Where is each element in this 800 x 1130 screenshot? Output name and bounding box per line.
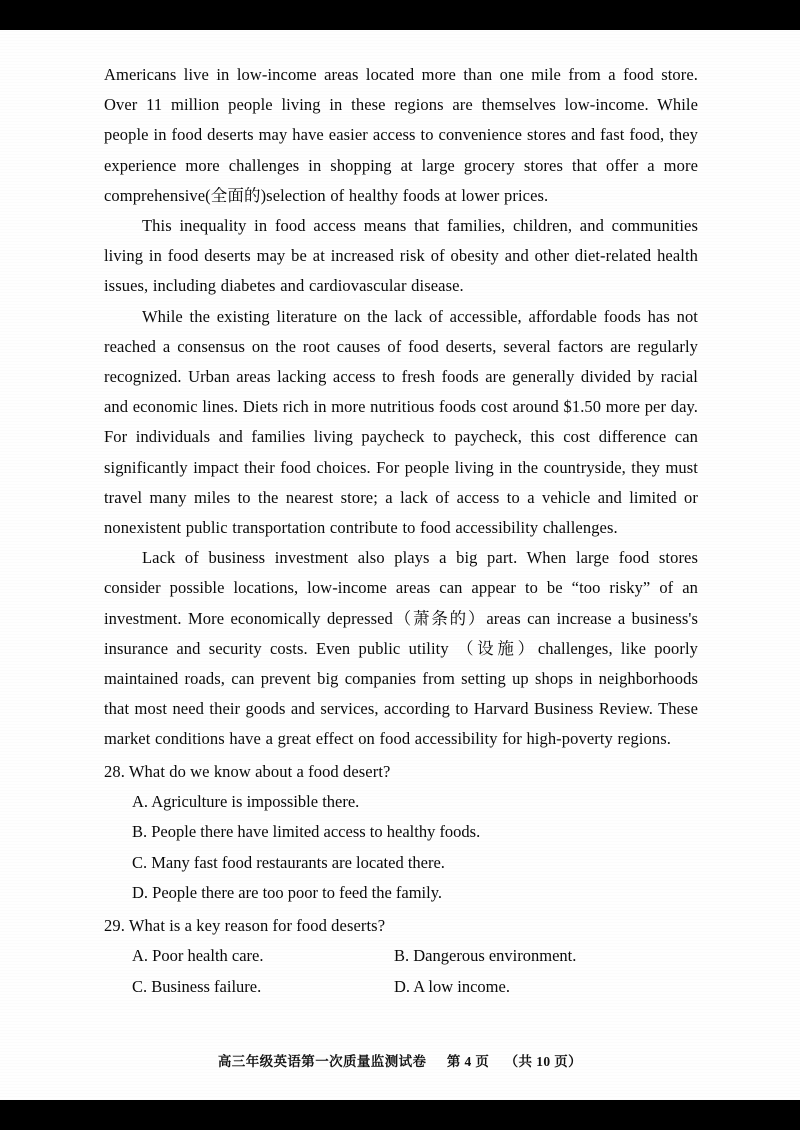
passage-paragraph: While the existing literature on the lack of accessible, affordable foods has not reached a consensus on the root causes of food deserts, several factors are regularly recognized. Urban areas lacking access to fresh foods are generally divided by racial and economic lines. Diets rich in more nutritious foods cost around $1.50 more per day. For individuals and families living paycheck to paycheck, this cost difference can significantly impact their food choices. For people living in the countryside, they must travel many miles to the nearest store; a lack of access to a vehicle and limited or nonexistent public transportation contribute to food accessibility challenges. <box>104 306 698 538</box>
option-29-d[interactable]: D. A low income. <box>394 976 510 996</box>
question-28-stem <box>104 757 698 787</box>
question-29-stem <box>104 911 698 941</box>
passage-paragraph: Lack of business investment also plays a big part. When large food stores consider possible locations, low-income areas can appear to be “too risky” of an investment. More economically depressed（萧条的）areas can increase a business's insurance and security costs. Even public utility （设施）challenges, like poorly maintained roads, can prevent big companies from setting up shops in neighborhoods that most need their goods and services, according to Harvard Business Review. These market conditions have a great effect on food accessibility for high-poverty regions. <box>104 548 698 749</box>
option-28-d[interactable]: D. People there are too poor to feed the family. <box>132 883 443 903</box>
page-content <box>104 60 698 1002</box>
option-28-b[interactable]: B. People there have limited access to healthy foods. <box>132 822 481 842</box>
reading-passage <box>104 60 698 755</box>
page-footer <box>0 1050 800 1070</box>
option-29-c[interactable]: C. Business failure. <box>132 976 262 996</box>
option-28-a[interactable]: A. Agriculture is impossible there. <box>132 792 360 812</box>
question-29 <box>104 911 698 1002</box>
question-29-text: What is a key reason for food deserts? <box>128 915 386 935</box>
option-29-a[interactable]: A. Poor health care. <box>132 946 264 966</box>
passage-paragraph: Americans live in low-income areas located more than one mile from a food store. Over 11 million people living in these regions are themselves low-income. While people in food deserts may have easier access to convenience stores and fast food, they experience more challenges in shopping at large grocery stores that offer a more comprehensive(全面的)selection of healthy foods at lower prices. <box>104 65 698 205</box>
question-28-options <box>104 787 698 909</box>
question-29-number: 29. <box>104 915 125 935</box>
option-29-b[interactable]: B. Dangerous environment. <box>394 946 577 966</box>
footer-total-pages: （共 10 页） <box>504 1054 583 1069</box>
option-28-c[interactable]: C. Many fast food restaurants are located there. <box>132 852 445 872</box>
exam-page-sheet <box>0 30 800 1100</box>
question-28-text: What do we know about a food desert? <box>128 761 391 781</box>
scan-edge-bottom <box>0 1100 800 1130</box>
question-29-options <box>104 941 698 1002</box>
scan-edge-top <box>0 0 800 30</box>
question-28 <box>104 757 698 909</box>
passage-paragraph: This inequality in food access means that families, children, and communities living in food deserts may be at increased risk of obesity and other diet-related health issues, including diabetes and cardiovascular disease. <box>104 216 698 296</box>
footer-page-number: 第 4 页 <box>446 1054 490 1069</box>
question-28-number: 28. <box>104 761 125 781</box>
footer-title: 高三年级英语第一次质量监测试卷 <box>217 1054 427 1070</box>
